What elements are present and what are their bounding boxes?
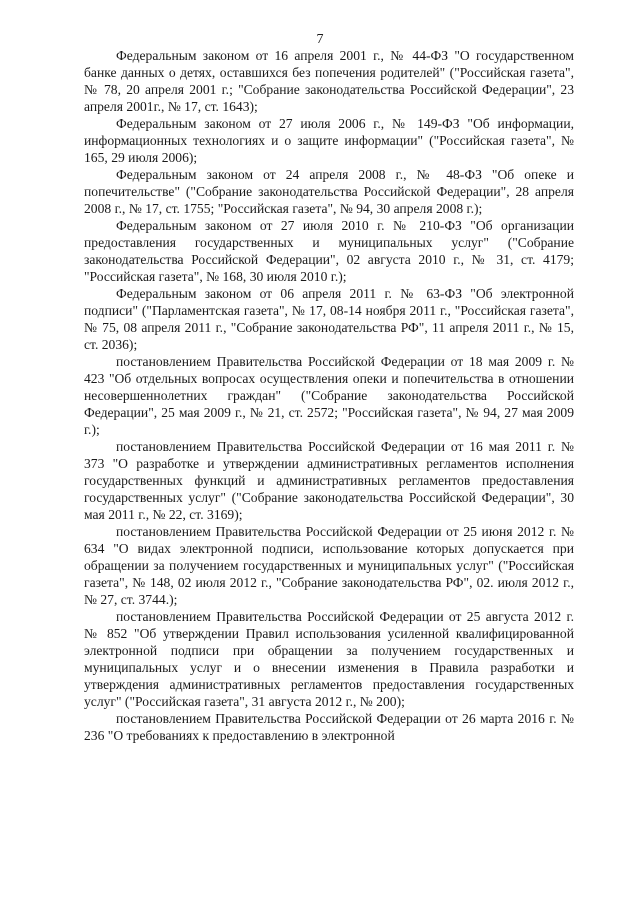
paragraph-decree-634: постановлением Правительства Российской Федерации от 25 июня 2012 г. № 634 "О видах электронной подписи, использование которых допускается при обращении за получением государственных и муниципальных услуг" ("Российская газета", № 148, 02 июля 2012 г., "Собрание законодательства РФ", 02. июля 2012 г., № 27, ст. 3744.); xyxy=(84,524,574,607)
paragraph-decree-423: постановлением Правительства Российской Федерации от 18 мая 2009 г. № 423 "Об отдельных вопросах осуществления опеки и попечительства в отношении несовершеннолетних граждан" ("Собрание законодательства Российской Федерации", 25 мая 2009 г., № 21, ст. 2572; "Российская газета", № 94, 27 мая 2009 г.); xyxy=(84,354,574,437)
paragraph-decree-236: постановлением Правительства Российской Федерации от 26 марта 2016 г. № 236 "О требованиях к предоставлению в электронной xyxy=(84,711,574,743)
paragraph-law-63fz: Федеральным законом от 06 апреля 2011 г. № 63-ФЗ "Об электронной подписи" ("Парламентская газета", № 17, 08-14 ноября 2011 г., "Российская газета", № 75, 08 апреля 2011 г., "Собрание законодательства РФ", 11 апреля 2011 г., № 15, ст. 2036); xyxy=(84,286,574,352)
page-number: 7 xyxy=(316,32,324,47)
paragraph-law-44fz: Федеральным законом от 16 апреля 2001 г., № 44-ФЗ "О государственном банке данных о детях, оставшихся без попечения родителей" ("Российская газета", № 78, 20 апреля 2001 г.; "Собрание законодательства Российской Федерации", 23 апреля 2001г., № 17, ст. 1643); xyxy=(84,48,574,114)
paragraph-law-210fz: Федеральным законом от 27 июля 2010 г. № 210-ФЗ "Об организации предоставления государственных и муниципальных услуг" ("Собрание законодательства Российской Федерации", 02 августа 2010 г., № 31, ст. 4179; "Российская газета", № 168, 30 июля 2010 г.); xyxy=(84,218,574,284)
paragraph-decree-373: постановлением Правительства Российской Федерации от 16 мая 2011 г. № 373 "О разработке и утверждении административных регламентов исполнения государственных функций и административных регламентов предоставления государственных услуг" ("Собрание законодательства Российской Федерации", 30 мая 2011 г., № 22, ст. 3169); xyxy=(84,439,574,522)
page-body xyxy=(84,47,574,744)
paragraph-decree-852: постановлением Правительства Российской Федерации от 25 августа 2012 г. № 852 "Об утверждении Правил использования усиленной квалифицированной электронной подписи при обращении за получением государственных и муниципальных услуг и о внесении изменения в Правила разработки и утверждения административных регламентов предоставления государственных услуг" ("Российская газета", 31 августа 2012 г., № 200); xyxy=(84,609,574,709)
paragraph-law-149fz: Федеральным законом от 27 июля 2006 г., № 149-ФЗ "Об информации, информационных технологиях и о защите информации" ("Российская газета", № 165, 29 июля 2006); xyxy=(84,116,574,165)
paragraph-law-48fz: Федеральным законом от 24 апреля 2008 г., № 48-ФЗ "Об опеке и попечительстве" ("Собрание законодательства Российской Федерации", 28 апреля 2008 г., № 17, ст. 1755; "Российская газета", № 94, 30 апреля 2008 г.); xyxy=(84,167,574,216)
